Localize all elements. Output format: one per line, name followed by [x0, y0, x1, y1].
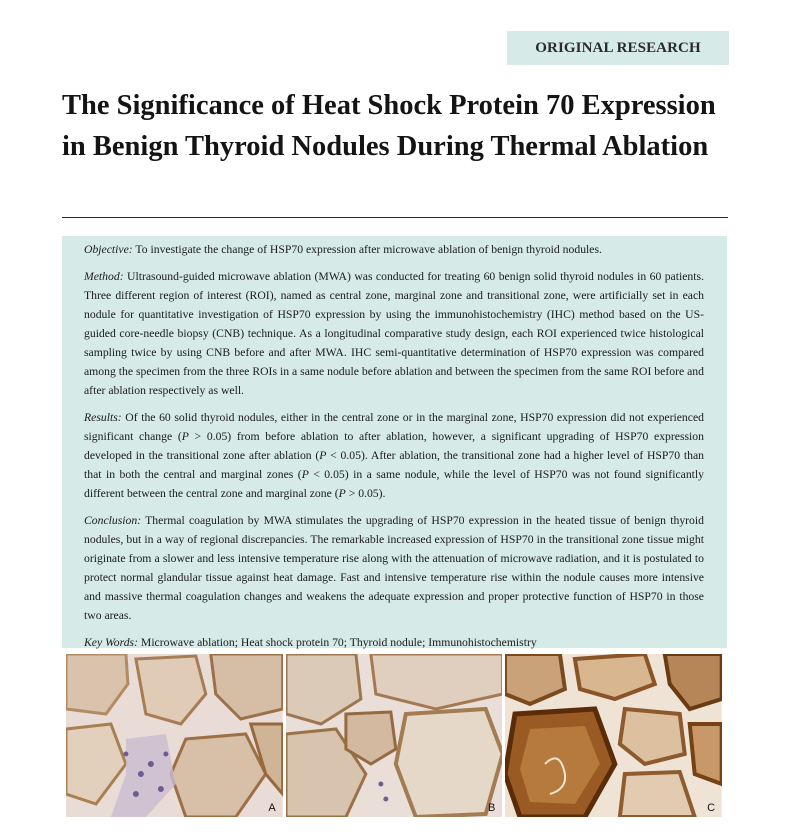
- keywords-label: Key Words:: [84, 636, 138, 649]
- results-text-5: > 0.05).: [345, 487, 386, 500]
- abstract-conclusion: [84, 511, 704, 625]
- abstract-results: [84, 408, 704, 503]
- p-value-symbol: P: [181, 430, 189, 443]
- histology-micrograph: [286, 654, 503, 817]
- method-label: Method:: [84, 270, 124, 283]
- histology-figure: [66, 654, 722, 817]
- abstract-objective: [84, 240, 704, 259]
- p-value-symbol: P: [301, 468, 309, 481]
- section-badge: ORIGINAL RESEARCH: [507, 31, 729, 65]
- histology-micrograph: [505, 654, 722, 817]
- panel-label: A: [268, 802, 276, 814]
- article-title: The Significance of Heat Shock Protein 70 Expression in Benign Thyroid Nodules During Thermal Ablation: [62, 90, 716, 162]
- p-value-symbol: P: [319, 449, 327, 462]
- abstract-box: [62, 236, 727, 648]
- panel-label: B: [488, 802, 496, 814]
- p-value-symbol: P: [338, 487, 346, 500]
- results-text-4: < 0.05) in a same nodule, while the level of HSP70 was not found significantly different between the central zone and marginal zone (: [84, 468, 704, 500]
- histology-image-b: [286, 654, 503, 817]
- objective-label: Objective:: [84, 243, 133, 256]
- objective-text: To investigate the change of HSP70 expression after microwave ablation of benign thyroid nodules.: [135, 243, 602, 256]
- results-text-3: < 0.05). After ablation, the transitional zone had a higher level of HSP70 than that in both the central and marginal zones (: [84, 449, 704, 481]
- conclusion-text: Thermal coagulation by MWA stimulates the upgrading of HSP70 expression in the heated tissue of benign thyroid nodules, but in a way of regional discrepancies. The remarkable increased expression of HSP70 in the transitional zone tissue might originate from a slower and less intensive temperature rise along with the attenuation of microwave radiation, and it is postulated to protect normal glandular tissue against heat damage. Fast and intensive temperature rise within the nodule causes more intensive and massive thermal coagulation changes and weakens the adequate expression and proper protective function of HSP70 in those two areas.: [84, 514, 704, 622]
- method-text: Ultrasound-guided microwave ablation (MWA) was conducted for treating 60 benign solid thyroid nodules in 60 patients. Three different region of interest (ROI), named as central zone, marginal zone and transitional zone, were artificially set in each nodule for quantitative investigation of HSP70 expression by using the immunohistochemistry (IHC) method based on the US-guided core-needle biopsy (CNB) technique. As a longitudinal comparative study design, each ROI experienced twice histological sampling twice by using CNB before and after MWA. IHC semi-quantitative determination of HSP70 expression was compared among the specimen from the three ROIs in a same nodule before ablation and between the specimen from the same ROI before and after ablation respectively as well.: [84, 270, 704, 397]
- title-divider: [62, 217, 728, 218]
- abstract-method: [84, 267, 704, 400]
- results-text-1: Of the 60 solid thyroid nodules, either in the central zone or in the marginal zone, HSP70 expression did not experienced significant change (: [84, 411, 704, 443]
- abstract-keywords: [84, 633, 704, 652]
- histology-image-c: [505, 654, 722, 817]
- results-text-2: > 0.05) from before ablation to after ablation, however, a significant upgrading of HSP70 expression developed in the transitional zone after ablation (: [84, 430, 704, 462]
- conclusion-label: Conclusion:: [84, 514, 142, 527]
- panel-label: C: [707, 802, 716, 814]
- histology-image-a: [66, 654, 283, 817]
- histology-micrograph: [66, 654, 283, 817]
- keywords-text: Microwave ablation; Heat shock protein 70; Thyroid nodule; Immunohistochemistry: [140, 636, 537, 649]
- results-label: Results:: [84, 411, 122, 424]
